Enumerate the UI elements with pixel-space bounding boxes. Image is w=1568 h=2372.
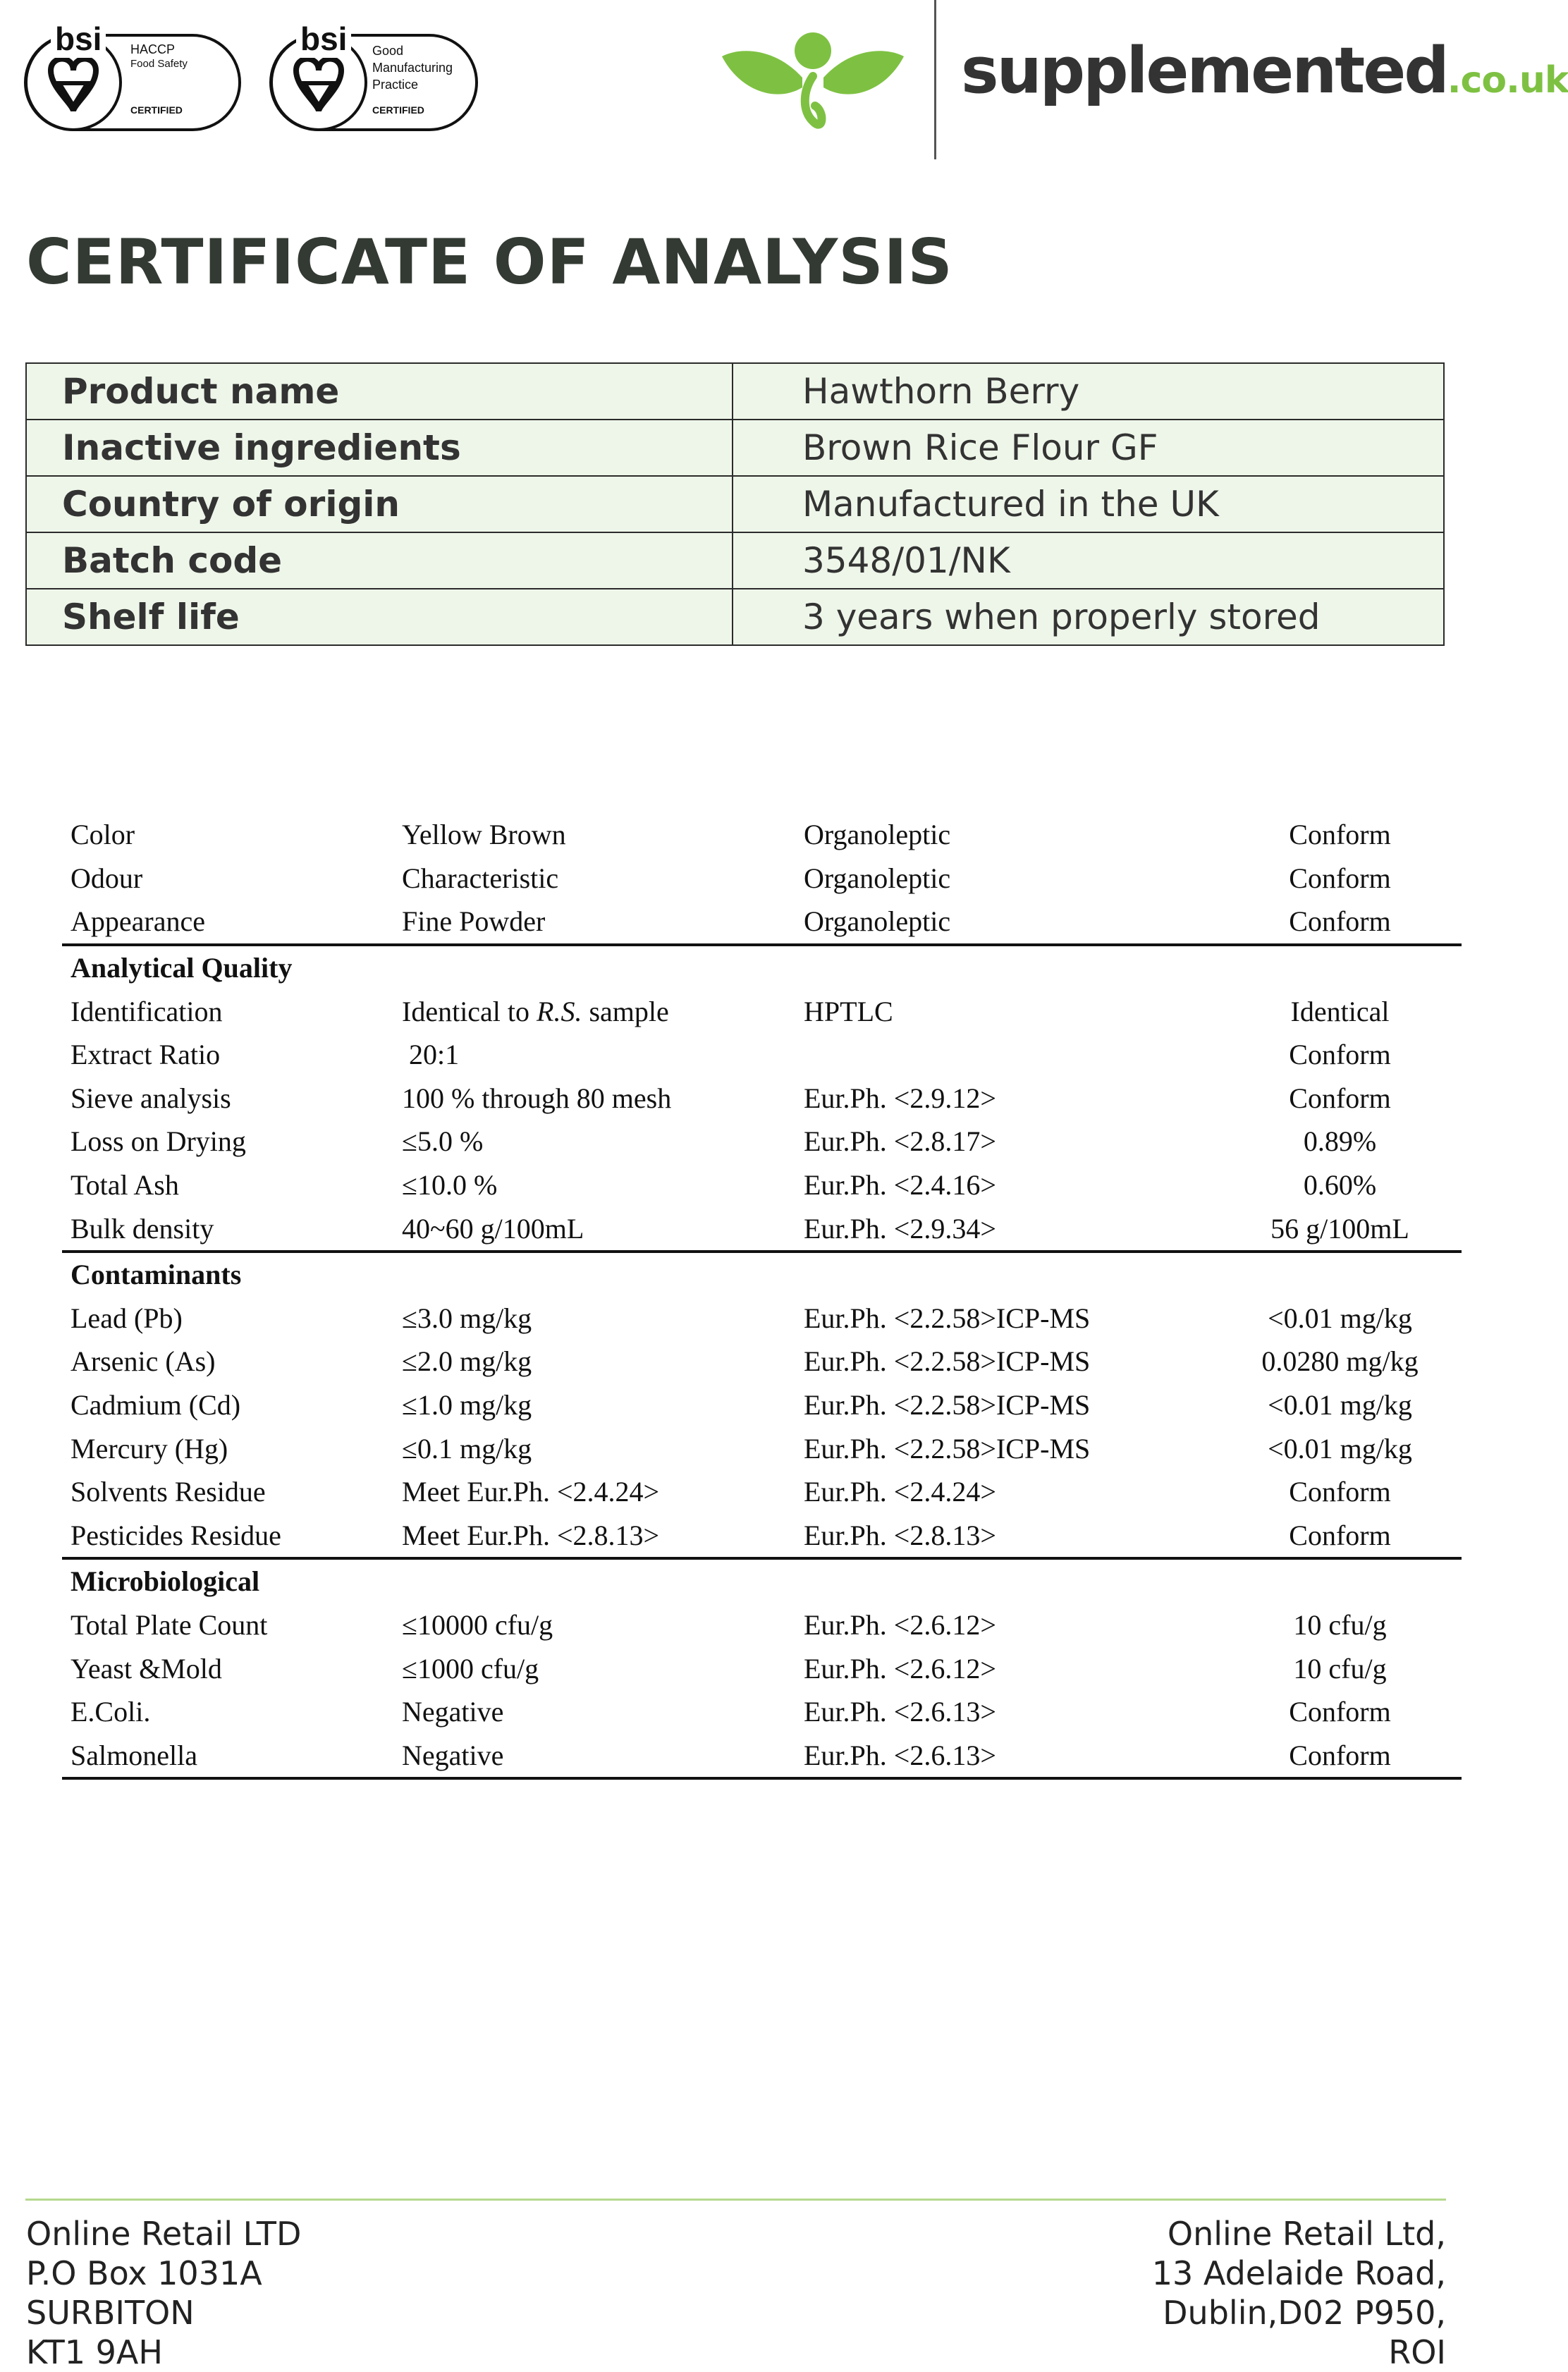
test-spec: ≤0.1 mg/kg <box>402 1432 532 1465</box>
test-result: <0.01 mg/kg <box>1268 1432 1412 1465</box>
info-row <box>26 589 1444 645</box>
test-result: Identical <box>1290 995 1390 1027</box>
test-method: Eur.Ph. <2.2.58>ICP-MS <box>804 1302 1091 1334</box>
info-row <box>26 476 1444 532</box>
test-item: Sieve analysis <box>71 1082 231 1114</box>
test-spec: ≤3.0 mg/kg <box>402 1302 532 1334</box>
info-label: Product name <box>26 363 733 420</box>
info-label: Batch code <box>26 532 733 589</box>
bsi-label: bsi <box>51 20 106 58</box>
badge-line-2: Manufacturing <box>372 61 453 75</box>
test-item: Loss on Drying <box>71 1125 246 1158</box>
table-row <box>62 1120 1462 1163</box>
spec-suffix: sample <box>582 995 669 1027</box>
table-row <box>62 1426 1462 1470</box>
test-item: Mercury (Hg) <box>71 1432 228 1465</box>
test-method: Eur.Ph. <2.2.58>ICP-MS <box>804 1432 1091 1465</box>
table-row <box>62 1690 1462 1734</box>
info-value: Hawthorn Berry <box>733 363 1444 420</box>
table-row <box>62 1646 1462 1690</box>
test-method: Eur.Ph. <2.9.12> <box>804 1082 996 1114</box>
footer-address-uk <box>26 2214 301 2372</box>
test-item: E.Coli. <box>71 1696 151 1728</box>
test-method: Eur.Ph. <2.9.34> <box>804 1212 996 1245</box>
table-row <box>62 1033 1462 1077</box>
table-row <box>62 1077 1462 1120</box>
test-item: Odour <box>71 862 143 894</box>
address-line: P.O Box 1031A <box>26 2254 262 2292</box>
badge-line-3: Practice <box>372 78 419 92</box>
test-item: Appearance <box>71 905 205 938</box>
address-line: Online Retail Ltd, <box>1167 2215 1446 2253</box>
test-result: 0.0280 mg/kg <box>1261 1345 1419 1378</box>
table-row <box>62 1383 1462 1427</box>
test-method: Eur.Ph. <2.8.13> <box>804 1519 996 1551</box>
table-row <box>62 1206 1462 1252</box>
test-result: Conform <box>1289 819 1391 851</box>
address-line: Dublin,D02 P950, <box>1163 2294 1446 2332</box>
test-method: Eur.Ph. <2.2.58>ICP-MS <box>804 1345 1091 1378</box>
info-value: Manufactured in the UK <box>733 476 1444 532</box>
leaf-logo-icon <box>719 27 906 142</box>
badge-line-1: Good <box>372 44 404 58</box>
test-item: Pesticides Residue <box>71 1519 281 1551</box>
badge-line-1: HACCP <box>130 42 176 56</box>
test-result: <0.01 mg/kg <box>1268 1302 1412 1334</box>
test-item: Solvents Residue <box>71 1476 266 1508</box>
table-row <box>62 1514 1462 1559</box>
test-result: Conform <box>1289 862 1391 894</box>
info-row <box>26 532 1444 589</box>
address-line: Online Retail LTD <box>26 2215 302 2253</box>
info-label: Country of origin <box>26 476 733 532</box>
test-result: 0.89% <box>1303 1125 1377 1158</box>
test-spec: 20:1 <box>402 1039 460 1071</box>
test-method: Eur.Ph. <2.4.16> <box>804 1169 996 1202</box>
footer-address-ie <box>1152 2214 1446 2372</box>
test-item: Extract Ratio <box>71 1039 221 1071</box>
spec-italic: R.S. <box>537 995 582 1027</box>
test-item: Arsenic (As) <box>71 1345 216 1378</box>
test-method: Eur.Ph. <2.6.12> <box>804 1608 996 1641</box>
test-method: Eur.Ph. <2.6.12> <box>804 1652 996 1685</box>
section-title: Contaminants <box>62 1252 1462 1297</box>
test-result: 0.60% <box>1303 1169 1377 1202</box>
brand-wordmark <box>961 34 1568 108</box>
bsi-label: bsi <box>296 20 351 58</box>
test-spec: ≤10.0 % <box>402 1169 498 1202</box>
table-row <box>62 1163 1462 1207</box>
table-row <box>62 1733 1462 1778</box>
table-row <box>62 1340 1462 1383</box>
test-method: Organoleptic <box>804 905 951 938</box>
test-spec: ≤1.0 mg/kg <box>402 1389 532 1422</box>
test-method <box>795 1033 1218 1077</box>
info-value: 3548/01/NK <box>733 532 1444 589</box>
address-line: KT1 9AH <box>26 2333 163 2371</box>
test-result: Conform <box>1289 1696 1391 1728</box>
test-result: Conform <box>1289 1039 1391 1071</box>
table-row <box>62 1297 1462 1340</box>
test-result: Conform <box>1289 1476 1391 1508</box>
test-item: Total Ash <box>71 1169 179 1202</box>
address-line: ROI <box>1388 2333 1446 2371</box>
test-item: Identification <box>71 995 223 1027</box>
table-row <box>62 900 1462 945</box>
test-method: Eur.Ph. <2.6.13> <box>795 1733 1218 1778</box>
test-spec: Negative <box>393 1733 795 1778</box>
test-spec: ≤10000 cfu/g <box>402 1608 553 1641</box>
test-spec: Characteristic <box>402 862 559 894</box>
test-result: 56 g/100mL <box>1270 1212 1409 1245</box>
brand-name: supplemented <box>961 34 1447 108</box>
product-info-table <box>25 362 1445 646</box>
info-value: 3 years when properly stored <box>733 589 1444 645</box>
table-row <box>62 1470 1462 1514</box>
badge-certified: CERTIFIED <box>372 104 424 116</box>
test-result: Conform <box>1289 905 1391 938</box>
badge-certified: CERTIFIED <box>130 104 183 116</box>
test-result: 10 cfu/g <box>1293 1608 1387 1641</box>
test-result: <0.01 mg/kg <box>1268 1389 1412 1422</box>
info-row <box>26 420 1444 476</box>
brand-tld: .co.uk <box>1447 59 1568 102</box>
test-method: Organoleptic <box>804 819 951 851</box>
test-item: Total Plate Count <box>71 1608 268 1641</box>
test-spec: Meet Eur.Ph. <2.4.24> <box>402 1476 660 1508</box>
address-line: SURBITON <box>26 2294 195 2332</box>
section-title: Analytical Quality <box>62 945 1462 990</box>
info-row <box>26 363 1444 420</box>
brand-divider <box>934 0 936 159</box>
test-spec: 100 % through 80 mesh <box>402 1082 672 1114</box>
spec-prefix: Identical to <box>402 995 537 1027</box>
test-method: HPTLC <box>804 995 893 1027</box>
test-spec: ≤2.0 mg/kg <box>402 1345 532 1378</box>
table-row <box>62 857 1462 900</box>
test-method: Eur.Ph. <2.4.24> <box>804 1476 996 1508</box>
test-spec: Negative <box>402 1696 504 1728</box>
test-result: Conform <box>1218 1733 1462 1778</box>
test-spec: ≤1000 cfu/g <box>402 1652 539 1685</box>
test-item: Color <box>71 819 135 851</box>
section-header-contaminants <box>62 1252 1462 1297</box>
test-method: Eur.Ph. <2.8.17> <box>804 1125 996 1158</box>
test-result: Conform <box>1289 1082 1391 1114</box>
gmp-certification-badge <box>268 21 479 134</box>
address-line: 13 Adelaide Road, <box>1151 2254 1446 2292</box>
test-spec: Meet Eur.Ph. <2.8.13> <box>402 1519 660 1551</box>
haccp-certification-badge <box>23 21 243 134</box>
info-label: Shelf life <box>26 589 733 645</box>
test-spec: Yellow Brown <box>402 819 566 851</box>
test-method: Eur.Ph. <2.6.13> <box>804 1696 996 1728</box>
test-spec: 40~60 g/100mL <box>402 1212 584 1245</box>
info-label: Inactive ingredients <box>26 420 733 476</box>
test-method: Organoleptic <box>804 862 951 894</box>
badge-line-2: Food Safety <box>130 58 188 70</box>
test-spec: ≤5.0 % <box>402 1125 484 1158</box>
test-item: Cadmium (Cd) <box>71 1389 241 1422</box>
table-row <box>62 989 1462 1033</box>
test-result: Conform <box>1289 1519 1391 1551</box>
test-method: Eur.Ph. <2.2.58>ICP-MS <box>804 1389 1091 1422</box>
table-row <box>62 1603 1462 1647</box>
test-item: Lead (Pb) <box>71 1302 183 1334</box>
test-spec: Fine Powder <box>402 905 546 938</box>
test-item: Bulk density <box>71 1212 214 1245</box>
page-title: CERTIFICATE OF ANALYSIS <box>26 226 953 298</box>
test-spec <box>393 989 795 1033</box>
test-result: 10 cfu/g <box>1293 1652 1387 1685</box>
test-item: Salmonella <box>62 1733 393 1778</box>
test-item: Yeast &Mold <box>71 1652 222 1685</box>
section-title: Microbiological <box>62 1558 1462 1603</box>
section-header-microbiological <box>62 1558 1462 1603</box>
table-row <box>62 813 1462 857</box>
analysis-table <box>62 813 1462 1780</box>
info-value: Brown Rice Flour GF <box>733 420 1444 476</box>
section-header-analytical <box>62 945 1462 990</box>
footer-divider <box>25 2199 1446 2201</box>
